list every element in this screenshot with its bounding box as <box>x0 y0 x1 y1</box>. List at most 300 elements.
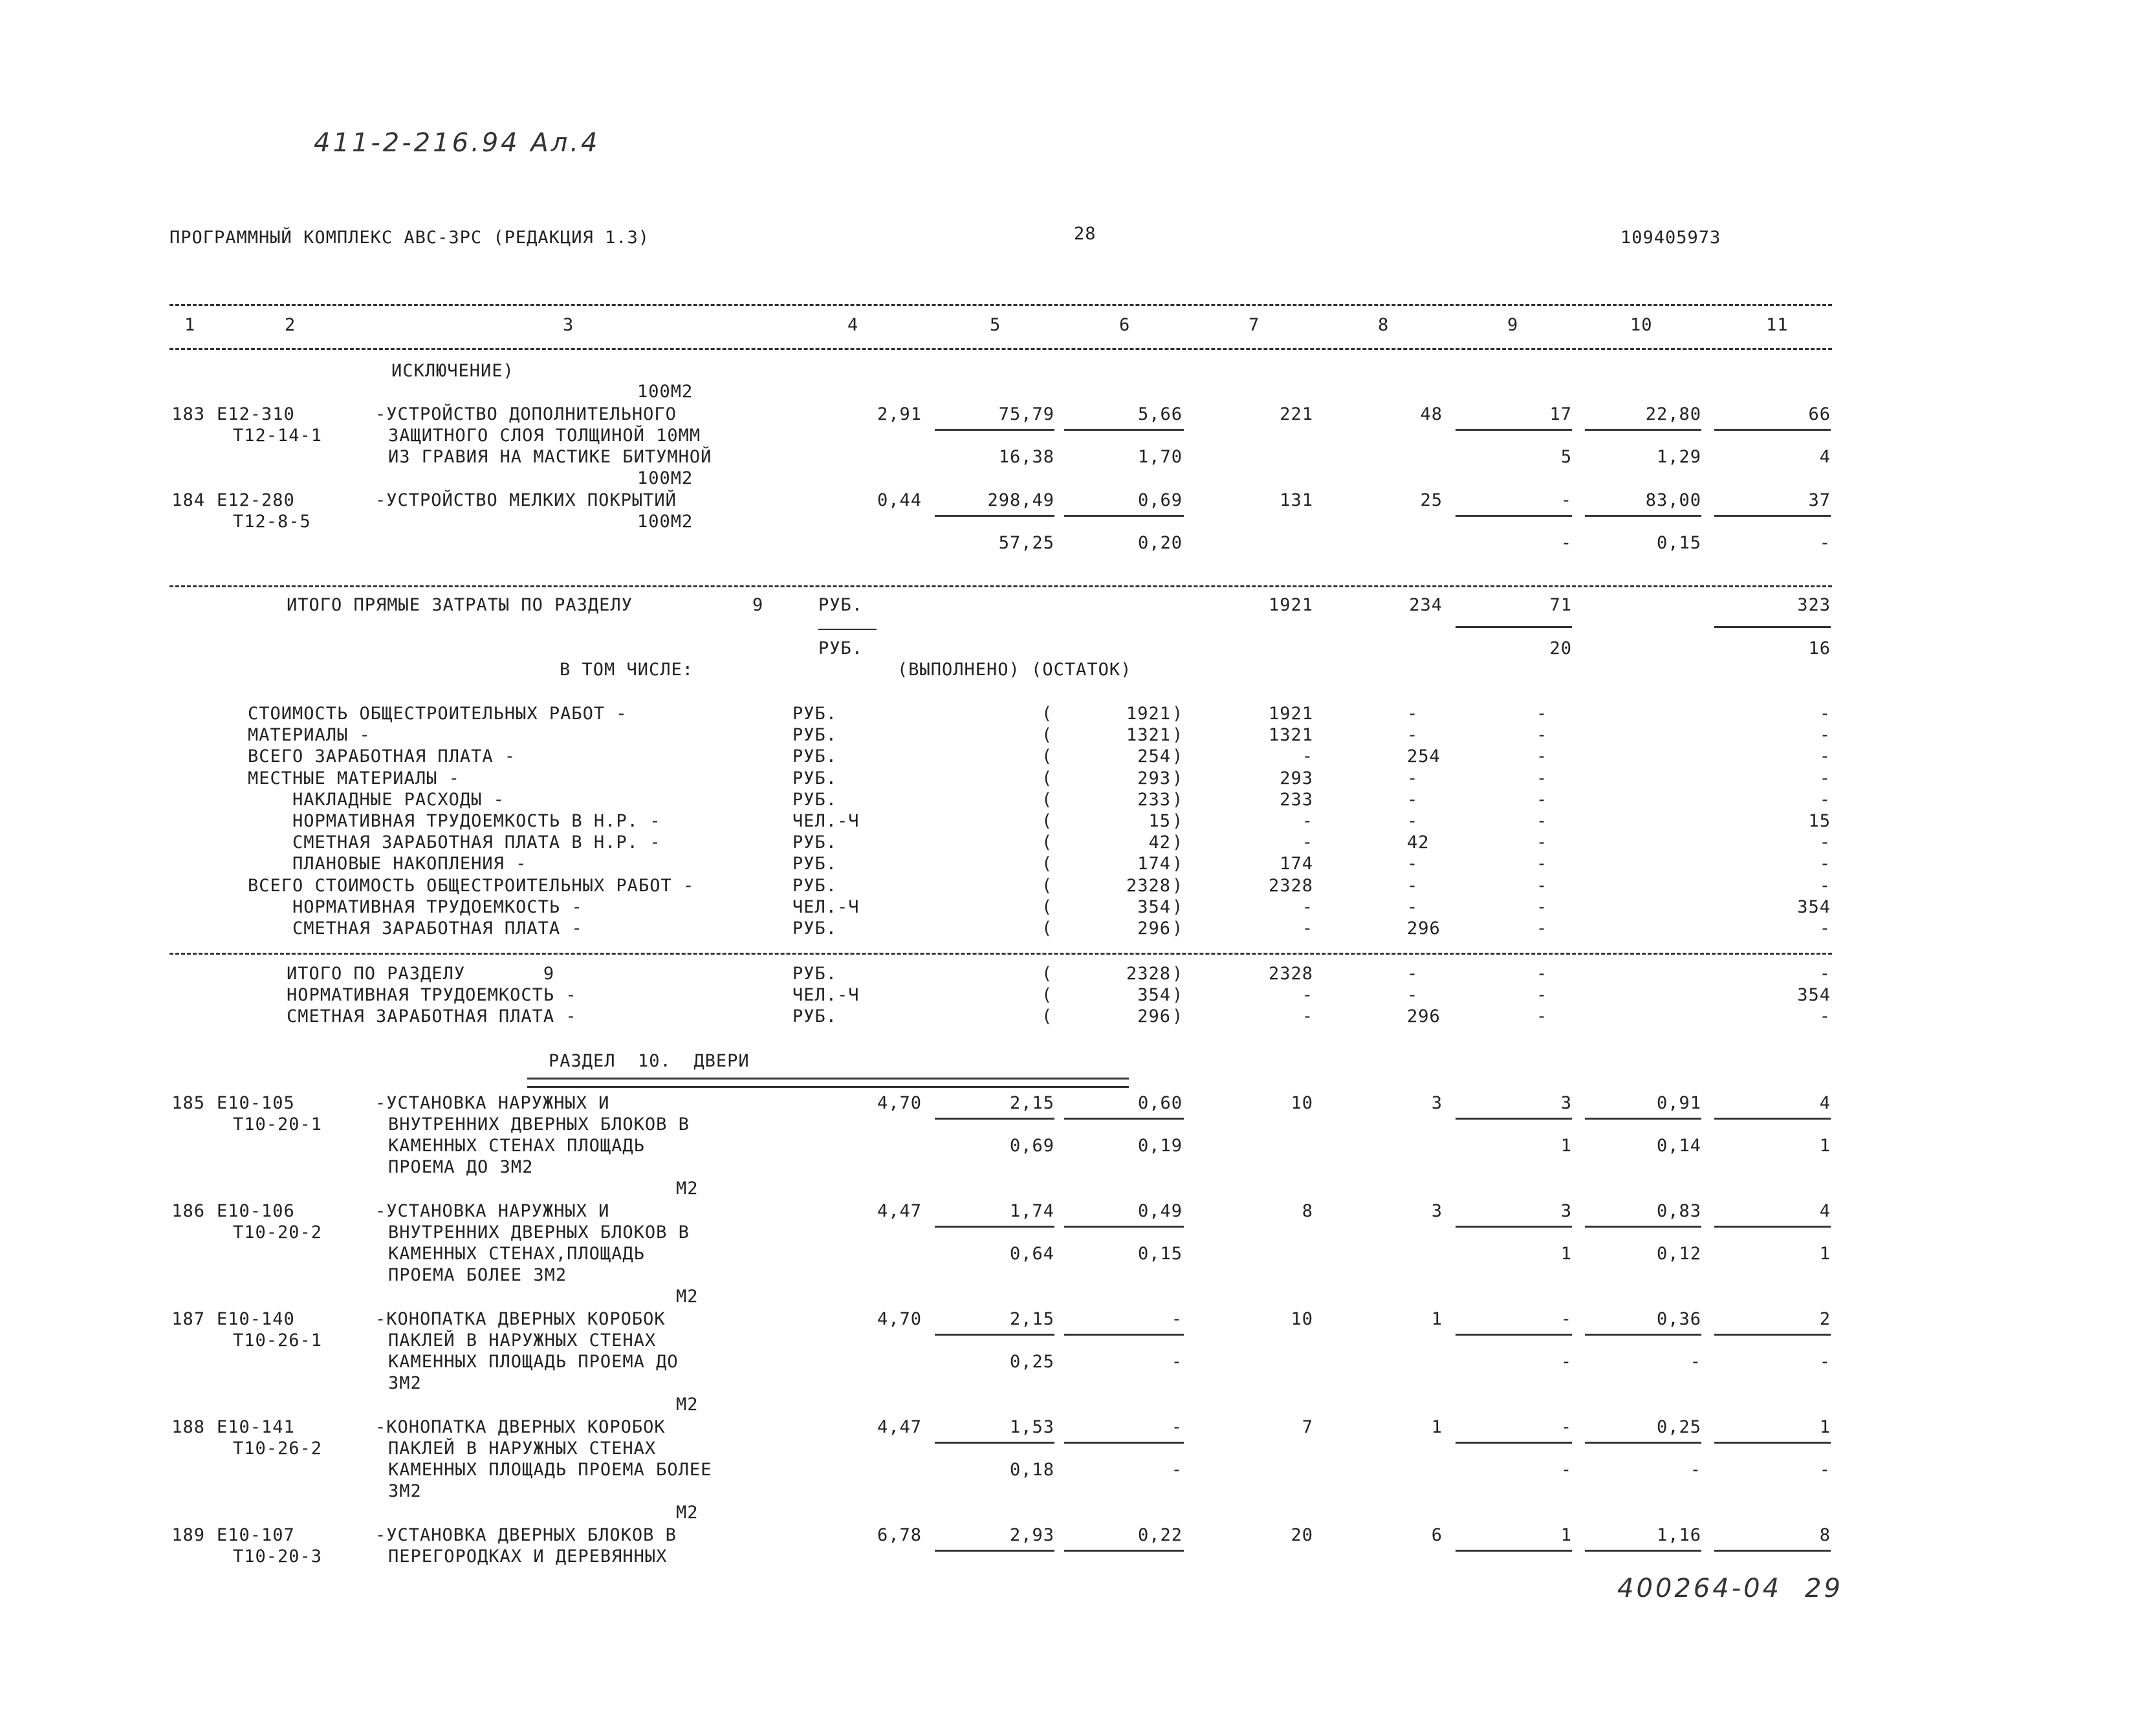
row-c7: - <box>1302 985 1313 1005</box>
item-c8: 1 <box>1431 1417 1443 1437</box>
sub-rule <box>1456 1226 1572 1228</box>
row-c11: - <box>1819 832 1831 853</box>
item-c11: 66 <box>1808 404 1831 424</box>
sub-rule <box>1064 1550 1184 1552</box>
row-c11: - <box>1819 1006 1831 1026</box>
row-c7: - <box>1302 746 1313 767</box>
item-c8: 48 <box>1420 404 1443 424</box>
row-label: МАТЕРИАЛЫ - <box>248 725 371 746</box>
item-code: Е10-107 <box>217 1525 295 1545</box>
row-c8: - <box>1407 704 1419 724</box>
row-c7: - <box>1302 918 1313 939</box>
row-value: 2328 <box>1126 964 1171 984</box>
sub-rule <box>935 1442 1054 1444</box>
item-sub-c11: 1 <box>1819 1136 1831 1156</box>
item-c4: 4,70 <box>877 1309 922 1329</box>
row-label: НОРМАТИВНАЯ ТРУДОЕМКОСТЬ - <box>248 896 583 917</box>
row-c9: - <box>1536 704 1548 724</box>
paren-open: ( <box>1042 746 1053 767</box>
paren-close: ) <box>1172 896 1184 917</box>
item-sub-c10: 0,15 <box>1656 533 1701 553</box>
handwritten-archive-code: 400264-04 <box>1617 1574 1782 1603</box>
item-sub-c9: 1 <box>1560 1136 1572 1156</box>
item-number: 187 <box>171 1309 205 1329</box>
sub-rule <box>935 1226 1054 1228</box>
item-sub-c11: 1 <box>1819 1244 1831 1264</box>
item-c6: 0,60 <box>1137 1093 1183 1113</box>
item-sub-c9: - <box>1560 1352 1572 1372</box>
item-c7: 10 <box>1291 1309 1313 1329</box>
item-description-line: -УСТАНОВКА ДВЕРНЫХ БЛОКОВ В <box>375 1525 677 1545</box>
item-code: Е10-141 <box>217 1417 295 1437</box>
paren-open: ( <box>1042 875 1053 896</box>
row-c9: - <box>1536 896 1548 917</box>
paren-close: ) <box>1172 725 1184 746</box>
item-sub-c10: - <box>1690 1352 1701 1372</box>
sub-rule <box>1585 1118 1701 1120</box>
row-unit: РУБ. <box>792 1006 838 1026</box>
sub-rule <box>1064 1442 1184 1444</box>
item-c7: 10 <box>1291 1093 1313 1113</box>
item-unit: 100М2 <box>637 382 693 402</box>
continued-text: ИСКЛЮЧЕНИЕ) <box>391 361 514 381</box>
row-unit: РУБ. <box>792 725 838 746</box>
item-description-line: -УСТАНОВКА НАРУЖНЫХ И <box>375 1093 610 1113</box>
row-c7: - <box>1302 896 1313 917</box>
row-c8: 296 <box>1407 1006 1441 1026</box>
total-direct-s11: 16 <box>1808 638 1831 658</box>
sub-rule <box>1585 1442 1701 1444</box>
item-code-secondary: Т10-20-1 <box>233 1114 323 1134</box>
sub-rule <box>1456 429 1572 431</box>
sub-rule <box>1456 1334 1572 1336</box>
item-code-secondary: Т10-26-1 <box>233 1330 323 1351</box>
row-c9: - <box>1536 725 1548 746</box>
row-c8: - <box>1407 768 1419 788</box>
sub-rule <box>1714 1442 1831 1444</box>
row-value: 293 <box>1137 768 1171 788</box>
item-c9: 3 <box>1560 1093 1572 1113</box>
row-value: 296 <box>1137 1006 1171 1026</box>
paren-open: ( <box>1042 985 1053 1005</box>
row-c11: - <box>1819 918 1831 939</box>
total-direct-label: ИТОГО ПРЯМЫЕ ЗАТРАТЫ ПО РАЗДЕЛУ <box>287 595 633 615</box>
item-c10: 0,36 <box>1656 1309 1701 1329</box>
item-number: 188 <box>171 1417 205 1437</box>
sub-rule <box>935 1118 1054 1120</box>
item-sub-c11: - <box>1819 1460 1831 1480</box>
row-label: СМЕТНАЯ ЗАРАБОТНАЯ ПЛАТА - <box>287 1006 577 1026</box>
column-header-1: 1 <box>184 315 196 335</box>
row-c8: - <box>1407 985 1419 1005</box>
item-c11: 1 <box>1819 1417 1831 1437</box>
row-c11: - <box>1819 746 1831 767</box>
program-title: ПРОГРАММНЫЙ КОМПЛЕКС АВС-3РС (РЕДАКЦИЯ 1.3) <box>169 228 649 248</box>
item-c11: 37 <box>1808 490 1831 510</box>
row-value: 42 <box>1148 832 1171 853</box>
row-unit: РУБ. <box>792 832 838 853</box>
sub-rule <box>1714 1334 1831 1336</box>
page-number: 28 <box>1074 224 1096 244</box>
item-sub-c5: 16,38 <box>998 447 1054 467</box>
item-c5: 2,15 <box>1009 1309 1054 1329</box>
row-c7: 2328 <box>1268 875 1313 896</box>
row-label: ВСЕГО ЗАРАБОТНАЯ ПЛАТА - <box>248 746 516 767</box>
row-unit: РУБ. <box>792 789 838 810</box>
item-number: 184 <box>171 490 205 510</box>
row-c9: - <box>1536 789 1548 810</box>
item-description-line: ПАКЛЕЙ В НАРУЖНЫХ СТЕНАХ <box>388 1438 657 1459</box>
item-c4: 4,47 <box>877 1201 922 1221</box>
row-c9: - <box>1536 985 1548 1005</box>
item-number: 186 <box>171 1201 205 1221</box>
item-code-secondary: Т10-26-2 <box>233 1438 323 1459</box>
item-c8: 3 <box>1431 1093 1443 1113</box>
item-c9: 17 <box>1549 404 1572 424</box>
paren-close: ) <box>1172 985 1184 1005</box>
item-c9: - <box>1560 490 1572 510</box>
paren-close: ) <box>1172 832 1184 853</box>
row-c8: 42 <box>1407 832 1430 853</box>
item-description-line: ВНУТРЕННИХ ДВЕРНЫХ БЛОКОВ В <box>388 1114 690 1134</box>
row-unit: РУБ. <box>792 768 838 788</box>
total-direct-c7: 1921 <box>1268 595 1313 615</box>
item-number: 183 <box>171 404 205 424</box>
item-sub-c6: 0,20 <box>1137 533 1183 553</box>
row-unit: РУБ. <box>792 964 838 984</box>
items-end-rule <box>169 585 1832 587</box>
paren-open: ( <box>1042 854 1053 874</box>
sub-rule <box>1064 515 1184 517</box>
item-c5: 1,53 <box>1009 1417 1054 1437</box>
sub-rule <box>1064 429 1184 431</box>
row-value: 2328 <box>1126 875 1171 896</box>
item-c10: 1,16 <box>1656 1525 1701 1545</box>
row-c8: - <box>1407 964 1419 984</box>
item-sub-c5: 0,69 <box>1009 1136 1054 1156</box>
row-c11: - <box>1819 725 1831 746</box>
item-sub-c10: 0,14 <box>1656 1136 1701 1156</box>
column-header-10: 10 <box>1630 315 1653 335</box>
column-header-6: 6 <box>1119 315 1131 335</box>
item-sub-c11: 4 <box>1819 447 1831 467</box>
item-c7: 20 <box>1291 1525 1313 1545</box>
paren-close: ) <box>1172 875 1184 896</box>
item-sub-c5: 57,25 <box>998 533 1054 553</box>
row-unit: ЧЕЛ.-Ч <box>792 811 860 831</box>
sub-rule <box>1714 515 1831 517</box>
item-sub-c9: - <box>1560 533 1572 553</box>
row-c11: 15 <box>1808 811 1831 831</box>
item-c9: 3 <box>1560 1201 1572 1221</box>
sub-rule <box>1585 1550 1701 1552</box>
item-unit: 100М2 <box>637 512 693 532</box>
item-number: 189 <box>171 1525 205 1545</box>
item-c10: 83,00 <box>1645 490 1701 510</box>
sub-rule <box>1064 1334 1184 1336</box>
column-header-8: 8 <box>1378 315 1390 335</box>
item-sub-c5: 0,25 <box>1009 1352 1054 1372</box>
item-c10: 22,80 <box>1645 404 1701 424</box>
item-c4: 2,91 <box>877 404 922 424</box>
item-c6: - <box>1171 1309 1183 1329</box>
handwritten-doc-code: 411-2-216.94 Ал.4 <box>314 128 600 158</box>
item-description-line: -УСТРОЙСТВО ДОПОЛНИТЕЛЬНОГО <box>375 404 677 424</box>
row-c11: 354 <box>1797 896 1831 917</box>
item-description-line: КАМЕННЫХ ПЛОЩАДЬ ПРОЕМА ДО <box>388 1352 679 1372</box>
column-header-4: 4 <box>847 315 859 335</box>
item-description-line: ПРОЕМА ДО 3М2 <box>388 1157 534 1177</box>
row-value: 296 <box>1137 918 1171 939</box>
row-c7: 1321 <box>1268 725 1313 746</box>
item-c10: 0,83 <box>1656 1201 1701 1221</box>
paren-close: ) <box>1172 768 1184 788</box>
item-sub-c6: 0,15 <box>1137 1244 1183 1264</box>
item-description-line: ИЗ ГРАВИЯ НА МАСТИКЕ БИТУМНОЙ <box>388 447 712 467</box>
paren-close: ) <box>1172 746 1184 767</box>
item-sub-c5: 0,64 <box>1009 1244 1054 1264</box>
item-code: Е12-310 <box>217 404 295 424</box>
total-direct-unit2: РУБ. <box>818 638 864 658</box>
row-c7: 174 <box>1280 854 1313 874</box>
item-c5: 298,49 <box>987 490 1054 510</box>
handwritten-page-number: 29 <box>1805 1574 1843 1603</box>
row-c11: 354 <box>1797 985 1831 1005</box>
paren-open: ( <box>1042 964 1053 984</box>
item-c9: - <box>1560 1417 1572 1437</box>
row-unit: ЧЕЛ.-Ч <box>792 985 860 1005</box>
row-value: 233 <box>1137 789 1171 810</box>
item-c11: 8 <box>1819 1525 1831 1545</box>
item-unit: М2 <box>676 1178 699 1199</box>
item-c7: 7 <box>1302 1417 1313 1437</box>
item-description-line: 3М2 <box>388 1373 422 1393</box>
sub-rule <box>935 515 1054 517</box>
row-value: 254 <box>1137 746 1171 767</box>
paren-close: ) <box>1172 704 1184 724</box>
sub-rule <box>1064 1118 1184 1120</box>
row-c8: 254 <box>1407 746 1441 767</box>
item-c6: 5,66 <box>1137 404 1183 424</box>
item-c11: 4 <box>1819 1093 1831 1113</box>
row-label: СМЕТНАЯ ЗАРАБОТНАЯ ПЛАТА - <box>248 918 583 939</box>
item-code: Е12-280 <box>217 490 295 510</box>
item-c4: 0,44 <box>877 490 922 510</box>
item-code: Е10-140 <box>217 1309 295 1329</box>
item-sub-c11: - <box>1819 1352 1831 1372</box>
sub-rule <box>935 1334 1054 1336</box>
paren-open: ( <box>1042 768 1053 788</box>
item-c8: 6 <box>1431 1525 1443 1545</box>
row-c7: - <box>1302 832 1313 853</box>
row-label: НАКЛАДНЫЕ РАСХОДЫ - <box>248 789 505 810</box>
sub-rule <box>1456 1550 1572 1552</box>
item-description-line: -УСТРОЙСТВО МЕЛКИХ ПОКРЫТИЙ <box>375 490 677 510</box>
total-direct-c9: 71 <box>1549 595 1572 615</box>
item-unit: М2 <box>676 1503 699 1523</box>
row-c11: - <box>1819 768 1831 788</box>
item-unit: М2 <box>676 1286 699 1307</box>
paren-close: ) <box>1172 918 1184 939</box>
sub-rule <box>935 1550 1054 1552</box>
item-description-line: -УСТАНОВКА НАРУЖНЫХ И <box>375 1201 610 1221</box>
row-c7: - <box>1302 1006 1313 1026</box>
document-number: 109405973 <box>1620 228 1721 248</box>
paren-open: ( <box>1042 1006 1053 1026</box>
item-c9: 1 <box>1560 1525 1572 1545</box>
item-description-line: КАМЕННЫХ ПЛОЩАДЬ ПРОЕМА БОЛЕЕ <box>388 1460 712 1480</box>
item-c8: 3 <box>1431 1201 1443 1221</box>
row-value: 15 <box>1148 811 1171 831</box>
item-sub-c6: - <box>1171 1352 1183 1372</box>
row-label: ИТОГО ПО РАЗДЕЛУ 9 <box>287 964 555 984</box>
row-unit: РУБ. <box>792 918 838 939</box>
row-c9: - <box>1536 1006 1548 1026</box>
total-direct-s9: 20 <box>1549 638 1572 658</box>
item-c4: 4,47 <box>877 1417 922 1437</box>
item-c8: 1 <box>1431 1309 1443 1329</box>
sub-rule <box>1714 626 1831 628</box>
item-sub-c11: - <box>1819 533 1831 553</box>
item-description-line: ПАКЛЕЙ В НАРУЖНЫХ СТЕНАХ <box>388 1330 657 1351</box>
sub-rule <box>935 429 1054 431</box>
paren-open: ( <box>1042 918 1053 939</box>
unit-underline <box>818 629 877 630</box>
item-c11: 4 <box>1819 1201 1831 1221</box>
item-unit: 100М2 <box>637 468 693 488</box>
sub-rule <box>1456 515 1572 517</box>
item-c4: 4,70 <box>877 1093 922 1113</box>
item-sub-c10: 1,29 <box>1656 447 1701 467</box>
item-c5: 75,79 <box>998 404 1054 424</box>
paren-open: ( <box>1042 811 1053 831</box>
column-header-5: 5 <box>990 315 1001 335</box>
row-label: СТОИМОСТЬ ОБЩЕСТРОИТЕЛЬНЫХ РАБОТ - <box>248 704 627 724</box>
item-unit: М2 <box>676 1394 699 1415</box>
row-c11: - <box>1819 875 1831 896</box>
item-c7: 221 <box>1280 404 1313 424</box>
item-description-line: ПРОЕМА БОЛЕЕ 3М2 <box>388 1265 567 1285</box>
item-sub-c10: 0,12 <box>1656 1244 1701 1264</box>
row-c7: 233 <box>1280 789 1313 810</box>
paren-open: ( <box>1042 704 1053 724</box>
row-c11: - <box>1819 704 1831 724</box>
column-header-7: 7 <box>1249 315 1260 335</box>
row-label: МЕСТНЫЕ МАТЕРИАЛЫ - <box>248 768 460 788</box>
paren-open: ( <box>1042 725 1053 746</box>
total-direct-c11: 323 <box>1797 595 1831 615</box>
row-c9: - <box>1536 768 1548 788</box>
item-description-line: ЗАЩИТНОГО СЛОЯ ТОЛЩИНОЙ 10ММ <box>388 426 701 446</box>
item-c11: 2 <box>1819 1309 1831 1329</box>
total-direct-c8: 234 <box>1409 595 1443 615</box>
item-sub-c6: 1,70 <box>1137 447 1183 467</box>
item-c7: 8 <box>1302 1201 1313 1221</box>
item-c5: 2,15 <box>1009 1093 1054 1113</box>
section-10-double-rule <box>527 1078 1129 1088</box>
row-label: СМЕТНАЯ ЗАРАБОТНАЯ ПЛАТА В Н.Р. - <box>248 832 661 853</box>
item-number: 185 <box>171 1093 205 1113</box>
row-c8: - <box>1407 854 1419 874</box>
column-header-9: 9 <box>1507 315 1519 335</box>
row-c11: - <box>1819 854 1831 874</box>
item-description-line: 3М2 <box>388 1481 422 1501</box>
item-c10: 0,91 <box>1656 1093 1701 1113</box>
sub-rule <box>1714 1118 1831 1120</box>
sub-rule <box>1456 1442 1572 1444</box>
sub-rule <box>1585 1226 1701 1228</box>
item-description-line: ВНУТРЕННИХ ДВЕРНЫХ БЛОКОВ В <box>388 1222 690 1242</box>
row-c8: - <box>1407 789 1419 810</box>
row-c8: - <box>1407 725 1419 746</box>
column-header-11: 11 <box>1766 315 1789 335</box>
row-c9: - <box>1536 746 1548 767</box>
item-sub-c9: 5 <box>1560 447 1572 467</box>
item-c4: 6,78 <box>877 1525 922 1545</box>
row-unit: РУБ. <box>792 875 838 896</box>
paren-close: ) <box>1172 854 1184 874</box>
row-c8: - <box>1407 875 1419 896</box>
row-c7: - <box>1302 811 1313 831</box>
row-c9: - <box>1536 875 1548 896</box>
item-c6: 0,22 <box>1137 1525 1183 1545</box>
row-value: 174 <box>1137 854 1171 874</box>
breakdown-columns: (ВЫПОЛНЕНО) (ОСТАТОК) <box>897 660 1132 680</box>
sub-rule <box>1064 1226 1184 1228</box>
item-description-line: КАМЕННЫХ СТЕНАХ ПЛОЩАДЬ <box>388 1136 645 1156</box>
column-header-2: 2 <box>285 315 296 335</box>
row-c9: - <box>1536 811 1548 831</box>
paren-close: ) <box>1172 964 1184 984</box>
row-label: НОРМАТИВНАЯ ТРУДОЕМКОСТЬ - <box>287 985 577 1005</box>
paren-close: ) <box>1172 789 1184 810</box>
row-c11: - <box>1819 789 1831 810</box>
item-c8: 25 <box>1420 490 1443 510</box>
item-sub-c6: - <box>1171 1460 1183 1480</box>
row-c9: - <box>1536 854 1548 874</box>
row-unit: РУБ. <box>792 704 838 724</box>
item-code-secondary: Т10-20-3 <box>233 1546 323 1567</box>
row-c7: 2328 <box>1268 964 1313 984</box>
item-code-secondary: Т12-8-5 <box>233 512 311 532</box>
item-description-line: -КОНОПАТКА ДВЕРНЫХ КОРОБОК <box>375 1417 666 1437</box>
row-c9: - <box>1536 918 1548 939</box>
row-label: ПЛАНОВЫЕ НАКОПЛЕНИЯ - <box>248 854 527 874</box>
row-value: 354 <box>1137 896 1171 917</box>
row-c9: - <box>1536 832 1548 853</box>
item-sub-c9: - <box>1560 1460 1572 1480</box>
row-c7: 1921 <box>1268 704 1313 724</box>
table-top-rule <box>169 304 1832 306</box>
item-sub-c5: 0,18 <box>1009 1460 1054 1480</box>
breakdown-end-rule <box>169 953 1832 955</box>
sub-rule <box>1714 1550 1831 1552</box>
paren-close: ) <box>1172 1006 1184 1026</box>
item-description-line: ПЕРЕГОРОДКАХ И ДЕРЕВЯННЫХ <box>388 1546 668 1567</box>
item-code-secondary: Т10-20-2 <box>233 1222 323 1242</box>
item-sub-c9: 1 <box>1560 1244 1572 1264</box>
row-value: 354 <box>1137 985 1171 1005</box>
row-c8: 296 <box>1407 918 1441 939</box>
sub-rule <box>1585 515 1701 517</box>
item-sub-c6: 0,19 <box>1137 1136 1183 1156</box>
row-c7: 293 <box>1280 768 1313 788</box>
paren-open: ( <box>1042 896 1053 917</box>
item-sub-c10: - <box>1690 1460 1701 1480</box>
item-c9: - <box>1560 1309 1572 1329</box>
sub-rule <box>1714 429 1831 431</box>
item-c6: 0,69 <box>1137 490 1183 510</box>
